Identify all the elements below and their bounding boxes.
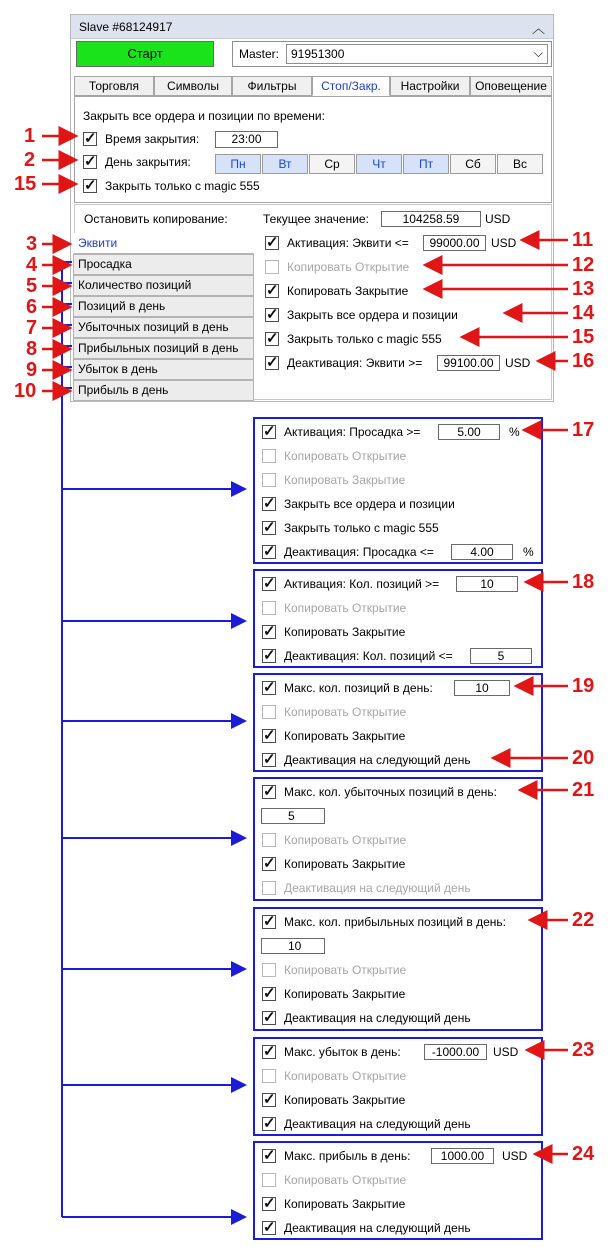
pc-copy-close-label: Копировать Закрытие [284,625,406,639]
lpd-copy-open-label: Копировать Открытие [284,833,407,847]
pd-copy-open-label: Копировать Открытие [284,1173,407,1187]
ld-copy-close-label: Копировать Закрытие [284,1093,406,1107]
close-time-input[interactable]: 23:00 [215,131,278,148]
dd-deactivation-label: Деактивация: Просадка <= [284,545,434,559]
callout-17: 17 [572,419,595,441]
criteria-loss-positions-per-day[interactable]: Убыточных позиций в день [73,317,254,338]
dd-magic-label: Закрыть только с magic 555 [284,521,439,535]
ld-max-input[interactable]: -1000.00 [424,1044,487,1060]
criteria-positions-count[interactable]: Количество позиций [73,275,254,296]
callout-16: 16 [572,350,595,372]
callout-2: 2 [24,149,36,171]
tab-filters[interactable]: Фильтры [232,76,312,96]
ppd-next-day-label: Деактивация на следующий день [284,753,471,767]
lpd-max-label: Макс. кол. убыточных позиций в день: [284,785,498,799]
dd-activation-input[interactable]: 5.00 [438,424,500,440]
stop-heading: Остановить копирование: [84,212,228,226]
callout-3: 3 [26,233,38,255]
callout-13: 13 [572,278,595,300]
dd-activation-unit: % [509,425,520,439]
callout-23: 23 [572,1039,595,1061]
tab-symbols[interactable]: Символы [154,76,232,96]
equity-activation-currency: USD [491,236,517,250]
master-value: 91951300 [291,47,345,61]
criteria-equity[interactable]: Эквити [73,233,254,254]
callout-15-left: 15 [14,173,37,195]
criteria-profit-positions-per-day[interactable]: Прибыльных позиций в день [73,338,254,359]
ld-next-day-label: Деактивация на следующий день [284,1117,471,1131]
day-mon[interactable]: Пн [215,154,261,174]
ld-max-label: Макс. убыток в день: [284,1045,401,1059]
day-sat[interactable]: Сб [450,154,496,174]
pd-max-input[interactable]: 1000.00 [431,1148,494,1164]
pc-deactivation-input[interactable]: 5 [470,648,532,664]
ppdw-copy-close-label: Копировать Закрытие [284,987,406,1001]
ppdw-next-day-label: Деактивация на следующий день [284,1011,471,1025]
callout-24: 24 [572,1143,595,1165]
callout-8: 8 [26,338,38,360]
dd-copy-open-label: Копировать Открытие [284,449,407,463]
dd-copy-close-label: Копировать Закрытие [284,473,406,487]
callout-14: 14 [572,302,595,324]
pc-activation-input[interactable]: 10 [456,576,518,592]
callout-4: 4 [26,254,38,276]
equity-close-all-label: Закрыть все ордера и позиции [287,308,458,322]
criteria-profit-per-day[interactable]: Прибыль в день [73,380,254,401]
blue-connector-lines [62,262,245,1217]
pd-copy-close-label: Копировать Закрытие [284,1197,406,1211]
callout-6: 6 [26,296,38,318]
day-sun[interactable]: Вс [497,154,543,174]
equity-deactivation-label: Деактивация: Эквити >= [287,356,423,370]
current-value-label: Текущее значение: [263,212,369,226]
window-title: Slave #68124917 [79,20,173,34]
lpd-next-day-label: Деактивация на следующий день [284,881,471,895]
callout-22: 22 [572,909,595,931]
callout-19: 19 [572,675,595,697]
callout-9: 9 [26,359,38,381]
close-time-label: Время закрытия: [105,132,200,146]
equity-copy-close-label: Копировать Закрытие [287,284,409,298]
criteria-drawdown[interactable]: Просадка [73,254,254,275]
ppdw-max-input[interactable]: 10 [261,938,325,954]
master-label: Master: [239,47,280,61]
ppd-copy-open-label: Копировать Открытие [284,705,407,719]
ppdw-copy-open-label: Копировать Открытие [284,963,407,977]
callout-12: 12 [572,254,595,276]
callout-15-right: 15 [572,326,595,348]
pc-copy-open-label: Копировать Открытие [284,601,407,615]
callout-10: 10 [14,380,37,402]
ppd-copy-close-label: Копировать Закрытие [284,729,406,743]
pd-next-day-label: Деактивация на следующий день [284,1221,471,1235]
callout-18: 18 [572,571,595,593]
tab-notifications[interactable]: Оповещение [470,76,552,96]
close-heading: Закрыть все ордера и позиции по времени: [83,109,325,123]
pd-max-label: Макс. прибыль в день: [284,1149,411,1163]
callout-1: 1 [24,125,36,147]
criteria-loss-per-day[interactable]: Убыток в день [73,359,254,380]
lpd-copy-close-label: Копировать Закрытие [284,857,406,871]
equity-activation-input[interactable]: 99000.00 [423,235,486,251]
red-pointer-arrows [42,136,568,1154]
ppd-max-label: Макс. кол. позиций в день: [284,681,433,695]
close-magic-label: Закрыть только с magic 555 [105,179,260,193]
tab-settings[interactable]: Настройки [390,76,470,96]
day-tue[interactable]: Вт [262,154,308,174]
start-button[interactable]: Старт [76,41,214,67]
tab-trading[interactable]: Торговля [74,76,154,96]
dd-deactivation-input[interactable]: 4.00 [451,544,513,560]
ppdw-max-label: Макс. кол. прибыльных позиций в день: [284,915,506,929]
tab-stop-close[interactable]: Стоп/Закр. [312,76,390,96]
current-value-field: 104258.59 [381,211,481,227]
pc-activation-label: Активация: Кол. позиций >= [284,577,440,591]
equity-deactivation-input[interactable]: 99100.00 [437,355,500,371]
dd-close-all-label: Закрыть все ордера и позиции [284,497,455,511]
ld-currency: USD [493,1045,519,1059]
equity-activation-label: Активация: Эквити <= [287,236,409,250]
equity-magic-label: Закрыть только с magic 555 [287,332,442,346]
day-wed[interactable]: Ср [309,154,355,174]
dd-deactivation-unit: % [523,545,534,559]
pd-currency: USD [502,1149,528,1163]
callout-11: 11 [572,229,594,251]
current-value-currency: USD [485,212,511,226]
ppd-max-input[interactable]: 10 [454,680,510,696]
equity-deactivation-currency: USD [505,356,531,370]
callout-7: 7 [26,317,38,339]
equity-copy-open-label: Копировать Открытие [287,260,410,274]
callout-21: 21 [572,779,595,801]
lpd-max-input[interactable]: 5 [261,808,325,824]
ld-copy-open-label: Копировать Открытие [284,1069,407,1083]
day-thu[interactable]: Чт [356,154,402,174]
collapse-chevron-icon[interactable]: ︿ [531,21,545,36]
close-day-label: День закрытия: [105,155,191,169]
chevron-down-icon[interactable]: ⌵ [533,46,543,60]
dd-activation-label: Активация: Просадка >= [284,425,421,439]
callout-5: 5 [26,275,38,297]
pc-deactivation-label: Деактивация: Кол. позиций <= [284,649,453,663]
day-fri[interactable]: Пт [403,154,449,174]
criteria-positions-per-day[interactable]: Позиций в день [73,296,254,317]
callout-20: 20 [572,747,595,769]
